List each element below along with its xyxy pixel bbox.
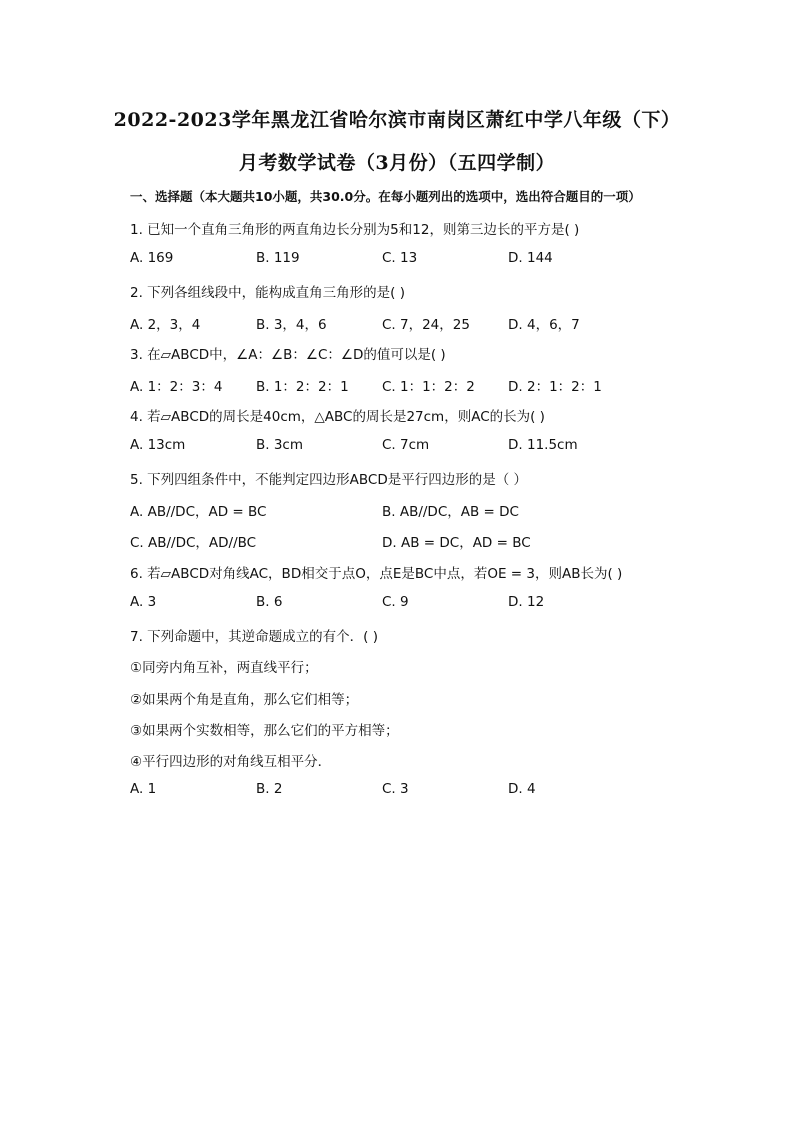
q7-statement-2: ②如果两个角是直角，那么它们相等；	[130, 692, 359, 708]
question-4-stem: 4. 若▱ABCD的周长是40cm，△ABC的周长是27cm，则AC的长为( )	[130, 409, 545, 425]
q2-option-b: B. 3，4，6	[256, 317, 327, 333]
q5-option-c: C. AB//DC，AD//BC	[130, 535, 257, 551]
q2-option-a: A. 2，3，4	[130, 317, 201, 333]
exam-title-line-1: 2022-2023学年黑龙江省哈尔滨市南岗区萧红中学八年级（下）	[113, 109, 681, 131]
q5-option-a: A. AB//DC，AD = BC	[130, 504, 267, 520]
q7-statement-1: ①同旁内角互补，两直线平行；	[130, 660, 318, 676]
q1-option-b: B. 119	[256, 250, 300, 266]
q7-option-a: A. 1	[130, 781, 157, 797]
exam-title-line-2: 月考数学试卷（3月份）（五四学制）	[238, 152, 556, 174]
q5-option-d: D. AB = DC，AD = BC	[382, 535, 531, 551]
q2-option-c: C. 7，24，25	[382, 317, 470, 333]
q6-option-c: C. 9	[382, 594, 409, 610]
question-6-stem: 6. 若▱ABCD对角线AC，BD相交于点O，点E是BC中点，若OE = 3，则AB长为( )	[130, 566, 623, 582]
q6-option-a: A. 3	[130, 594, 157, 610]
q4-option-d: D. 11.5cm	[508, 437, 578, 453]
q1-option-d: D. 144	[508, 250, 553, 266]
question-3-stem: 3. 在▱ABCD中，∠A：∠B：∠C：∠D的值可以是( )	[130, 347, 446, 363]
q7-option-d: D. 4	[508, 781, 536, 797]
q2-option-d: D. 4，6，7	[508, 317, 580, 333]
q3-option-a: A. 1：2：3：4	[130, 379, 223, 395]
q4-option-b: B. 3cm	[256, 437, 304, 453]
q4-option-c: C. 7cm	[382, 437, 430, 453]
q7-statement-4: ④平行四边形的对角线互相平分．	[130, 754, 332, 770]
q6-option-b: B. 6	[256, 594, 283, 610]
question-5-stem: 5. 下列四组条件中，不能判定四边形ABCD是平行四边形的是（ ）	[130, 472, 528, 488]
section-heading: 一、选择题（本大题共10小题，共30.0分。在每小题列出的选项中，选出符合题目的一项）	[130, 189, 641, 204]
q3-option-d: D. 2：1：2：1	[508, 379, 602, 395]
q7-option-c: C. 3	[382, 781, 409, 797]
q5-option-b: B. AB//DC，AB = DC	[382, 504, 519, 520]
q3-option-b: B. 1：2：2：1	[256, 379, 349, 395]
q6-option-d: D. 12	[508, 594, 545, 610]
q1-option-c: C. 13	[382, 250, 418, 266]
question-2-stem: 2. 下列各组线段中，能构成直角三角形的是( )	[130, 285, 405, 301]
question-7-stem: 7. 下列命题中，其逆命题成立的有个．( )	[130, 629, 378, 645]
q7-option-b: B. 2	[256, 781, 283, 797]
q3-option-c: C. 1：1：2：2	[382, 379, 475, 395]
question-1-stem: 1. 已知一个直角三角形的两直角边长分别为5和12，则第三边长的平方是( )	[130, 222, 580, 238]
q1-option-a: A. 169	[130, 250, 174, 266]
q7-statement-3: ③如果两个实数相等，那么它们的平方相等；	[130, 723, 399, 739]
q4-option-a: A. 13cm	[130, 437, 186, 453]
